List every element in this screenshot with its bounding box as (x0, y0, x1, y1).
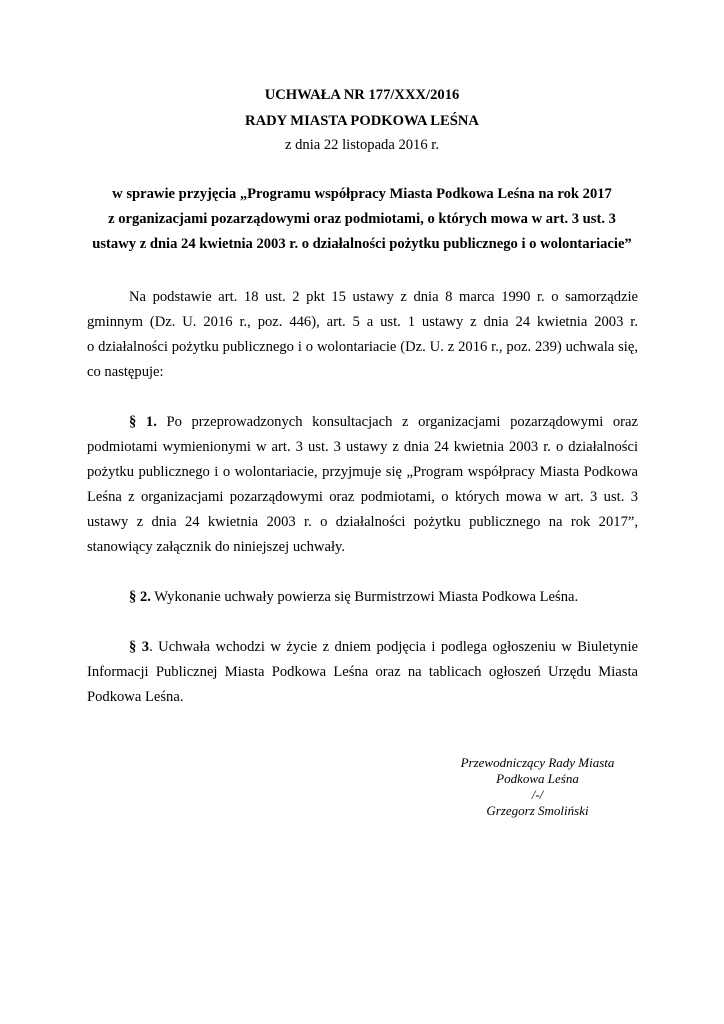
preamble-line-4: co następuje: (87, 364, 164, 380)
resolution-date: z dnia 22 listopada 2016 r. (284, 137, 440, 153)
section-3-line-2: Informacji Publicznej Miasta Podkowa Leśna oraz na tablicach ogłoszeń Urzędu Miasta (87, 664, 638, 680)
section-1-line-1-text: Po przeprowadzonych konsultacjach z organizacjami pozarządowymi oraz (156, 414, 639, 430)
section-1-line-1 (129, 414, 638, 431)
preamble-line-2: gminnym (Dz. U. 2016 r., poz. 446), art. 5 a ust. 1 ustawy z dnia 24 kwietnia 2003 r. (87, 314, 638, 330)
section-3-mark: § 3 (129, 639, 150, 655)
section-3-line-1 (129, 639, 638, 656)
section-2-mark: § 2. (129, 589, 151, 605)
subject-line-2: z organizacjami pozarządowymi oraz podmiotami, o których mowa w art. 3 ust. 3 (108, 211, 616, 227)
council-name: RADY MIASTA PODKOWA LEŚNA (245, 113, 479, 129)
section-1-line-2: podmiotami wymienionymi w art. 3 ust. 3 ustawy z dnia 24 kwietnia 2003 r. o działalności (87, 439, 638, 455)
signature-role-line-1: Przewodniczący Rady Miasta (460, 755, 615, 770)
section-1-line-4: Leśna z organizacjami pozarządowymi oraz podmiotami, o których mowa w art. 3 ust. 3 (87, 489, 638, 505)
section-3-line-3: Podkowa Leśna. (87, 689, 184, 705)
preamble-line-3: o działalności pożytku publicznego i o wolontariacie (Dz. U. z 2016 r., poz. 239) uchwala się, (87, 339, 638, 355)
subject-line-1: w sprawie przyjęcia „Programu współpracy Miasta Podkowa Leśna na rok 2017 (112, 186, 612, 202)
section-1-line-5: ustawy z dnia 24 kwietnia 2003 r. o działalności pożytku publicznego na rok 2017”, (87, 514, 638, 530)
section-1-line-3: pożytku publicznego i o wolontariacie, przyjmuje się „Program współpracy Miasta Podkowa (87, 464, 638, 480)
section-2-text: Wykonanie uchwały powierza się Burmistrzowi Miasta Podkowa Leśna. (150, 589, 579, 605)
signature-name: Grzegorz Smoliński (486, 803, 589, 818)
section-2 (129, 589, 638, 606)
section-1-line-6: stanowiący załącznik do niniejszej uchwały. (87, 539, 345, 555)
signature-mark: /-/ (531, 787, 544, 802)
preamble-line-1: Na podstawie art. 18 ust. 2 pkt 15 ustawy z dnia 8 marca 1990 r. o samorządzie (129, 289, 638, 305)
signature-role-line-2: Podkowa Leśna (496, 771, 579, 786)
section-1-mark: § 1. (129, 414, 157, 430)
resolution-title: UCHWAŁA NR 177/XXX/2016 (264, 87, 460, 103)
section-3-line-1-text: . Uchwała wchodzi w życie z dniem podjęcia i podlega ogłoszeniu w Biuletynie (149, 639, 638, 655)
subject-line-3: ustawy z dnia 24 kwietnia 2003 r. o działalności pożytku publicznego i o wolontariacie” (92, 236, 632, 252)
